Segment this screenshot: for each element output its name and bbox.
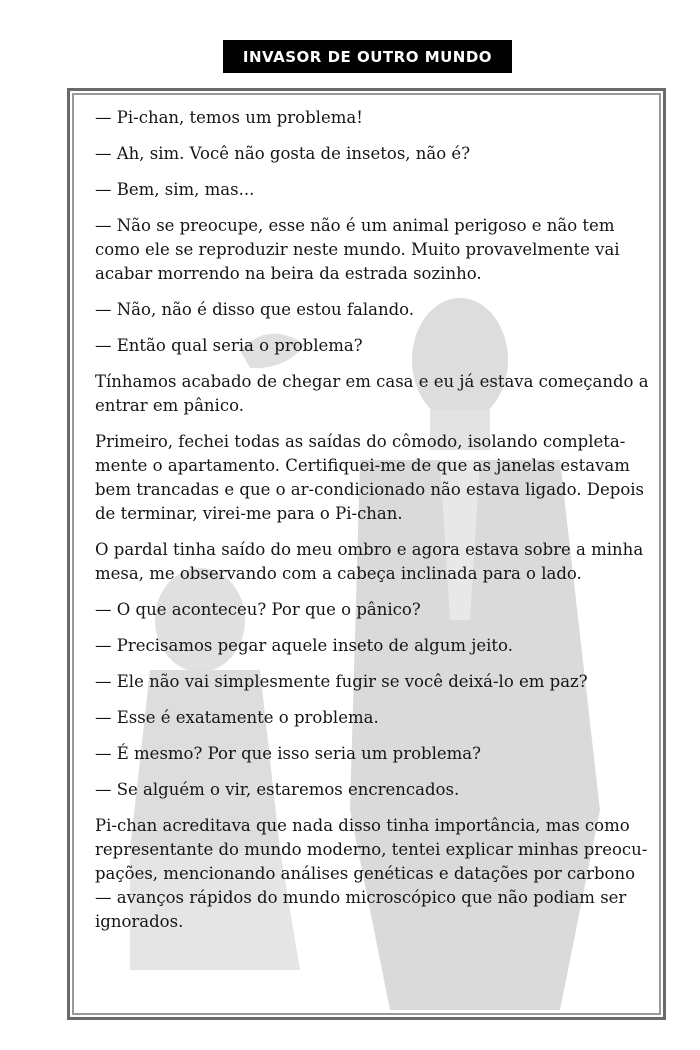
paragraph: — Se alguém o vir, estaremos encrencados.	[95, 780, 460, 799]
paragraph: Primeiro, fechei todas as saídas do cômodo, isolando completamente o apartamento. Certifiquei-me de que as janelas estavam bem trancadas e que o ar-condicionado não estava ligado. Depois de terminar, virei-me para o Pi-chan.	[95, 432, 645, 523]
paragraph: — Ele não vai simplesmente fugir se você deixá-lo em paz?	[95, 672, 588, 691]
chapter-title: INVASOR DE OUTRO MUNDO	[242, 47, 493, 66]
paragraph: — É mesmo? Por que isso seria um problema?	[95, 744, 481, 763]
paragraph: — Pi-chan, temos um problema!	[95, 108, 363, 127]
paragraph: — Bem, sim, mas...	[95, 180, 255, 199]
paragraph: — Esse é exatamente o problema.	[95, 708, 379, 727]
paragraph: — Não, não é disso que estou falando.	[95, 300, 415, 319]
story-text	[95, 106, 650, 946]
chapter-title-banner	[223, 40, 512, 73]
paragraph: Tínhamos acabado de chegar em casa e eu já estava começando a entrar em pânico.	[95, 372, 649, 415]
paragraph: — Ah, sim. Você não gosta de insetos, não é?	[95, 144, 471, 163]
paragraph: — O que aconteceu? Por que o pânico?	[95, 600, 421, 619]
paragraph: Pi-chan acreditava que nada disso tinha importância, mas como representante do mundo moderno, tentei explicar minhas preocupações, mencionando análises genéticas e datações por carbono — avanços rápidos do mundo microscópico que não podiam ser ignorados.	[95, 816, 648, 931]
paragraph: O pardal tinha saído do meu ombro e agora estava sobre a minha mesa, me observando com a cabeça inclinada para o lado.	[95, 540, 644, 583]
paragraph: — Não se preocupe, esse não é um animal perigoso e não tem como ele se reproduzir neste mundo. Muito provavelmente vai acabar morrendo na beira da estrada sozinho.	[95, 216, 620, 283]
paragraph: — Precisamos pegar aquele inseto de algum jeito.	[95, 636, 513, 655]
paragraph: — Então qual seria o problema?	[95, 336, 363, 355]
